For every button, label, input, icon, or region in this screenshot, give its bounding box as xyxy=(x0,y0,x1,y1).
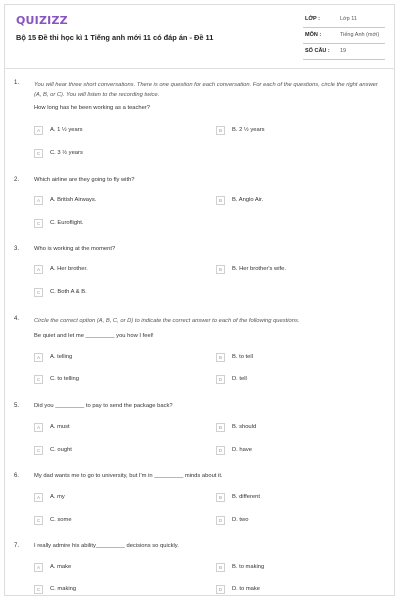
option-text: A. telling xyxy=(50,354,73,360)
option-letter-box: C xyxy=(34,585,43,594)
option-letter-box: A xyxy=(34,126,43,135)
option-text: A. make xyxy=(50,564,72,570)
option-letter-box: C xyxy=(34,446,43,455)
option-text: B. Anglo Air. xyxy=(232,197,264,203)
option-text: C. to telling xyxy=(50,376,79,382)
meta-value: Tiếng Anh (mới) xyxy=(340,32,380,38)
option-text: A. 1 ½ years xyxy=(50,127,83,133)
option-letter-box: B xyxy=(216,353,225,362)
meta-value: Lớp 11 xyxy=(340,16,357,22)
option-text: B. to tell xyxy=(232,354,253,360)
question-stem: How long has he been working as a teacher? xyxy=(34,105,151,111)
question-number: 3. xyxy=(14,246,20,252)
option-letter-box: A xyxy=(34,493,43,502)
worksheet-title: Bộ 15 Đề thi học kì 1 Tiếng anh mới 11 có đáp án - Đề 11 xyxy=(16,33,214,42)
meta-label: SỐ CÂU : xyxy=(305,48,330,54)
meta-label: MÔN : xyxy=(305,32,322,38)
option-text: C. 3 ½ years xyxy=(50,150,83,156)
option-letter-box: A xyxy=(34,196,43,205)
meta-value: 19 xyxy=(340,48,347,54)
option-text: D. tell xyxy=(232,376,247,382)
option-text: C. making xyxy=(50,586,77,592)
option-letter-box: C xyxy=(34,288,43,297)
option-letter-box: A xyxy=(34,423,43,432)
option-text: D. to make xyxy=(232,586,261,592)
option-text: C. Euroflight. xyxy=(50,220,84,226)
option-letter-box: C xyxy=(34,516,43,525)
option-text: C. some xyxy=(50,517,72,523)
option-letter-box: B xyxy=(216,196,225,205)
option-letter-box: B xyxy=(216,423,225,432)
option-text: A. my xyxy=(50,494,65,500)
option-letter-box: B xyxy=(216,126,225,135)
question-stem: Did you _________ to pay to send the package back? xyxy=(34,403,173,409)
option-text: C. ought xyxy=(50,447,72,453)
question-stem: My dad wants me to go to university, but I'm in _________ minds about it. xyxy=(34,473,223,479)
option-letter-box: B xyxy=(216,493,225,502)
option-letter-box: D xyxy=(216,446,225,455)
option-text: B. different xyxy=(232,494,260,500)
option-text: B. should xyxy=(232,424,257,430)
question-number: 7. xyxy=(14,543,20,549)
meta-label: LỚP : xyxy=(305,16,320,22)
option-text: A. must xyxy=(50,424,70,430)
option-text: A. British Airways. xyxy=(50,197,97,203)
question-stem: I really admire his ability_________ decisions so quickly. xyxy=(34,543,179,549)
option-letter-box: D xyxy=(216,375,225,384)
quizizz-logo: QUIZIZZ xyxy=(16,14,68,27)
option-text: B. to making xyxy=(232,564,265,570)
option-letter-box: C xyxy=(34,219,43,228)
question-instruction: You will hear three short conversations. There is one question for each conversation. For each of the questions, circle the right answer (A, B, or C). You will listen to the recording twice. xyxy=(34,82,378,98)
option-letter-box: D xyxy=(216,516,225,525)
question-number: 4. xyxy=(14,316,20,322)
question-instruction: Circle the correct option (A, B, C, or D) to indicate the correct answer to each of the following questions. xyxy=(34,318,300,324)
question-stem: Be quiet and let me _________ you how I feel! xyxy=(34,333,154,339)
option-letter-box: B xyxy=(216,265,225,274)
option-text: B. Her brother's wife. xyxy=(232,266,286,272)
option-letter-box: B xyxy=(216,563,225,572)
question-number: 5. xyxy=(14,403,20,409)
option-text: C. Both A & B. xyxy=(50,289,87,295)
question-stem: Which airline are they going to fly with? xyxy=(34,177,135,183)
question-number: 6. xyxy=(14,473,20,479)
question-number: 2. xyxy=(14,177,20,183)
option-letter-box: C xyxy=(34,375,43,384)
option-letter-box: C xyxy=(34,149,43,158)
question-stem: Who is working at the moment? xyxy=(34,246,116,252)
option-text: D. two xyxy=(232,517,249,523)
option-letter-box: A xyxy=(34,265,43,274)
option-text: B. 2 ½ years xyxy=(232,127,265,133)
option-letter-box: A xyxy=(34,353,43,362)
option-text: A. Her brother. xyxy=(50,266,88,272)
question-number: 1. xyxy=(14,80,20,86)
option-letter-box: A xyxy=(34,563,43,572)
option-text: D. have xyxy=(232,447,252,453)
option-letter-box: D xyxy=(216,585,225,594)
